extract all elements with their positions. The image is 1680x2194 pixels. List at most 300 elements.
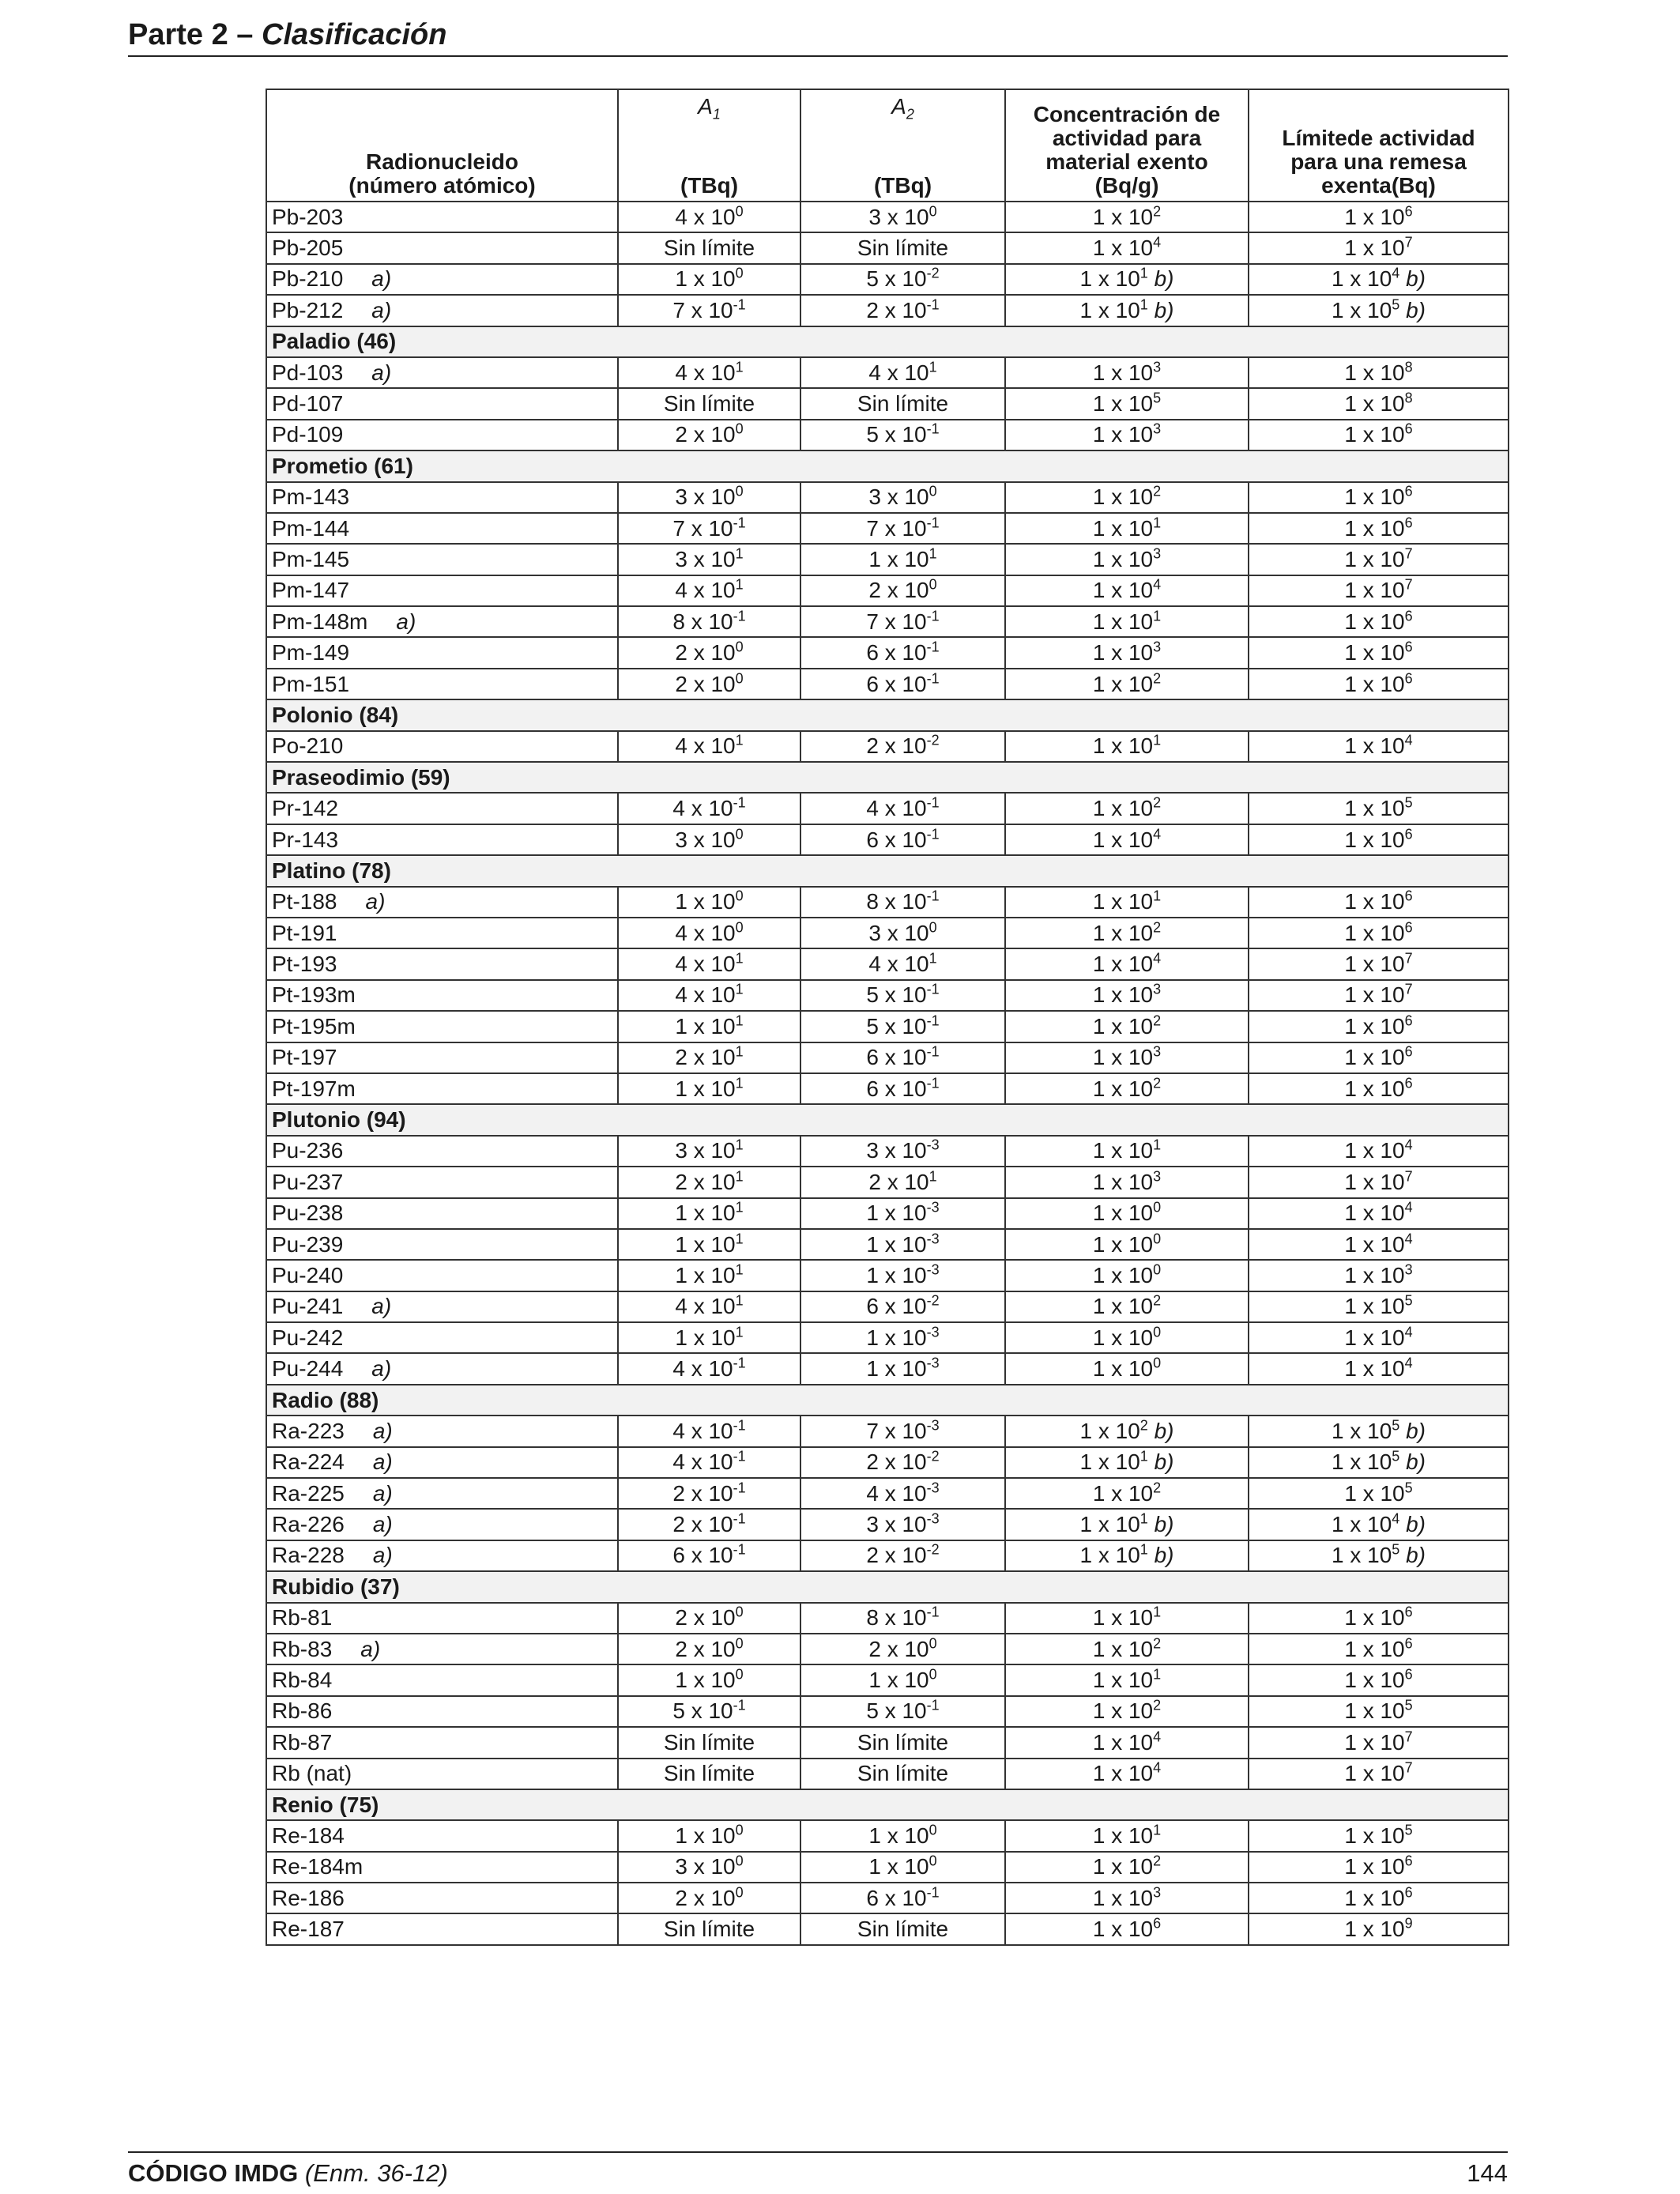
- limit-cell: 1 x $10^6$: [1249, 513, 1509, 544]
- nuclide-cell: Ra-228 a): [266, 1540, 618, 1571]
- a2-cell: 3 x $10^0$: [800, 202, 1005, 232]
- a2-cell: 3 x $10^{-3}$: [800, 1509, 1005, 1540]
- a2-cell: 7 x $10^{-1}$: [800, 606, 1005, 637]
- footnote-ref: b): [1406, 1543, 1426, 1568]
- nuclide-cell: Ra-224 a): [266, 1447, 618, 1478]
- a2-cell: 1 x $10^{-3}$: [800, 1260, 1005, 1291]
- footnote-ref: a): [372, 1418, 393, 1443]
- limit-cell: 1 x $10^5$ b): [1249, 1447, 1509, 1478]
- nuclide-cell: Pu-238: [266, 1198, 618, 1229]
- a2-cell: 5 x $10^{-1}$: [800, 1696, 1005, 1727]
- concentration-cell: 1 x $10^2$: [1005, 669, 1249, 699]
- limit-cell: 1 x $10^6$: [1249, 482, 1509, 513]
- table-row: [266, 1509, 1509, 1540]
- a2-cell: 1 x $10^{-3}$: [800, 1229, 1005, 1260]
- a1-cell: 4 x $10^0$: [618, 202, 800, 232]
- page-footer: [128, 2151, 1508, 2189]
- a2-cell: Sin límite: [800, 232, 1005, 263]
- table-row: [266, 575, 1509, 606]
- a1-cell: 1 x $10^0$: [618, 887, 800, 918]
- a1-cell: 3 x $10^0$: [618, 824, 800, 855]
- concentration-cell: 1 x $10^2$: [1005, 1291, 1249, 1322]
- element-group-label: Radio (88): [266, 1385, 1509, 1416]
- a2-cell: 6 x $10^{-1}$: [800, 824, 1005, 855]
- concentration-cell: 1 x $10^1$: [1005, 887, 1249, 918]
- nuclide-cell: Pm-147: [266, 575, 618, 606]
- footnote-ref: b): [1154, 266, 1174, 292]
- table-row: [266, 1634, 1509, 1664]
- a2-cell: 3 x $10^0$: [800, 482, 1005, 513]
- a1-cell: 3 x $10^0$: [618, 1852, 800, 1883]
- table-row: [266, 1260, 1509, 1291]
- nuclide-cell: Pu-241 a): [266, 1291, 618, 1322]
- footer-doc-title: CÓDIGO IMDG: [128, 2159, 299, 2187]
- footnote-ref: a): [365, 889, 386, 914]
- table-row: [266, 202, 1509, 232]
- nuclide-cell: Re-186: [266, 1883, 618, 1913]
- element-group-row: [266, 699, 1509, 730]
- concentration-cell: 1 x $10^3$: [1005, 357, 1249, 388]
- a1-cell: 4 x $10^1$: [618, 575, 800, 606]
- a2-cell: 4 x $10^{-1}$: [800, 793, 1005, 824]
- col-header-a2: $A_2$ (TBq): [800, 89, 1005, 202]
- a2-cell: 6 x $10^{-1}$: [800, 1042, 1005, 1073]
- table-row: [266, 1011, 1509, 1042]
- element-group-row: [266, 1385, 1509, 1416]
- a2-cell: 4 x $10^{-3}$: [800, 1478, 1005, 1509]
- concentration-cell: 1 x $10^4$: [1005, 1727, 1249, 1758]
- footnote-ref: a): [371, 297, 392, 322]
- table-row: [266, 1603, 1509, 1634]
- table-row: [266, 669, 1509, 699]
- a2-cell: 6 x $10^{-1}$: [800, 669, 1005, 699]
- a2-cell: 1 x $10^{-3}$: [800, 1353, 1005, 1384]
- footnote-ref: b): [1406, 1449, 1426, 1475]
- table-row: [266, 388, 1509, 419]
- nuclide-cell: Pu-244 a): [266, 1353, 618, 1384]
- header-section: Clasificación: [262, 18, 447, 51]
- nuclide-cell: Pt-188 a): [266, 887, 618, 918]
- nuclide-cell: Rb-83 a): [266, 1634, 618, 1664]
- nuclide-cell: Pm-143: [266, 482, 618, 513]
- limit-cell: 1 x $10^4$: [1249, 1198, 1509, 1229]
- footnote-ref: a): [371, 1356, 392, 1382]
- table-row: [266, 1291, 1509, 1322]
- concentration-cell: 1 x $10^2$: [1005, 1073, 1249, 1104]
- nuclide-cell: Pt-193m: [266, 980, 618, 1011]
- page-header: [128, 14, 1508, 57]
- table-row: [266, 1229, 1509, 1260]
- table-row: [266, 824, 1509, 855]
- limit-cell: 1 x $10^7$: [1249, 1727, 1509, 1758]
- a1-cell: 8 x $10^{-1}$: [618, 606, 800, 637]
- a1-cell: Sin límite: [618, 388, 800, 419]
- table-row: [266, 482, 1509, 513]
- table-row: [266, 1322, 1509, 1353]
- concentration-cell: 1 x $10^1$ b): [1005, 1540, 1249, 1571]
- a2-cell: 6 x $10^{-2}$: [800, 1291, 1005, 1322]
- a2-cell: 2 x $10^{-2}$: [800, 1540, 1005, 1571]
- table-row: [266, 948, 1509, 979]
- limit-cell: 1 x $10^7$: [1249, 232, 1509, 263]
- table-row: [266, 513, 1509, 544]
- limit-cell: 1 x $10^6$: [1249, 420, 1509, 450]
- page-number: 144: [1467, 2159, 1508, 2187]
- footnote-ref: a): [396, 609, 416, 634]
- a1-cell: 2 x $10^1$: [618, 1042, 800, 1073]
- a1-cell: 4 x $10^{-1}$: [618, 1447, 800, 1478]
- nuclide-cell: Pt-191: [266, 918, 618, 948]
- concentration-cell: 1 x $10^2$: [1005, 1478, 1249, 1509]
- nuclide-cell: Pd-109: [266, 420, 618, 450]
- element-group-row: [266, 1571, 1509, 1602]
- limit-cell: 1 x $10^6$: [1249, 1883, 1509, 1913]
- nuclide-cell: Pu-242: [266, 1322, 618, 1353]
- concentration-cell: 1 x $10^1$: [1005, 606, 1249, 637]
- a1-cell: 3 x $10^1$: [618, 544, 800, 575]
- col-header-activity-limit: Límitede actividad para una remesa exenta(Bq): [1249, 89, 1509, 202]
- nuclide-cell: Pm-148m a): [266, 606, 618, 637]
- a1-cell: 1 x $10^1$: [618, 1260, 800, 1291]
- limit-cell: 1 x $10^6$: [1249, 1042, 1509, 1073]
- a1-cell: 2 x $10^0$: [618, 1634, 800, 1664]
- header-part: Parte 2 –: [128, 18, 254, 51]
- table-row: [266, 606, 1509, 637]
- limit-cell: 1 x $10^7$: [1249, 948, 1509, 979]
- limit-cell: 1 x $10^6$: [1249, 202, 1509, 232]
- a2-cell: 4 x $10^1$: [800, 948, 1005, 979]
- a1-cell: 4 x $10^1$: [618, 357, 800, 388]
- footer-edition: (Enm. 36-12): [304, 2159, 448, 2187]
- a1-cell: 1 x $10^1$: [618, 1073, 800, 1104]
- a1-cell: 3 x $10^0$: [618, 482, 800, 513]
- footnote-ref: b): [1154, 297, 1174, 322]
- nuclide-cell: Ra-226 a): [266, 1509, 618, 1540]
- a1-cell: 2 x $10^0$: [618, 420, 800, 450]
- nuclide-cell: Pb-203: [266, 202, 618, 232]
- a1-cell: 1 x $10^1$: [618, 1322, 800, 1353]
- table-row: [266, 637, 1509, 668]
- table-row: [266, 980, 1509, 1011]
- a2-cell: 1 x $10^{-3}$: [800, 1198, 1005, 1229]
- table-row: [266, 232, 1509, 263]
- a1-cell: 1 x $10^1$: [618, 1011, 800, 1042]
- concentration-cell: 1 x $10^3$: [1005, 637, 1249, 668]
- table-row: [266, 1696, 1509, 1727]
- table-row: [266, 1447, 1509, 1478]
- footnote-ref: a): [372, 1512, 393, 1537]
- a1-cell: 4 x $10^1$: [618, 980, 800, 1011]
- nuclide-cell: Pm-151: [266, 669, 618, 699]
- limit-cell: 1 x $10^8$: [1249, 388, 1509, 419]
- nuclide-cell: Pb-205: [266, 232, 618, 263]
- limit-cell: 1 x $10^6$: [1249, 1603, 1509, 1634]
- concentration-cell: 1 x $10^0$: [1005, 1353, 1249, 1384]
- a1-cell: 4 x $10^1$: [618, 948, 800, 979]
- table-row: [266, 420, 1509, 450]
- concentration-cell: 1 x $10^1$ b): [1005, 1447, 1249, 1478]
- concentration-cell: 1 x $10^2$: [1005, 1852, 1249, 1883]
- table-row: [266, 1540, 1509, 1571]
- footnote-ref: a): [371, 360, 392, 385]
- a2-cell: Sin límite: [800, 1759, 1005, 1789]
- footnote-ref: a): [372, 1480, 393, 1506]
- footnote-ref: a): [371, 1294, 392, 1319]
- limit-cell: 1 x $10^6$: [1249, 637, 1509, 668]
- element-group-label: Renio (75): [266, 1789, 1509, 1820]
- concentration-cell: 1 x $10^2$ b): [1005, 1416, 1249, 1446]
- a2-cell: 7 x $10^{-3}$: [800, 1416, 1005, 1446]
- limit-cell: 1 x $10^5$: [1249, 1820, 1509, 1851]
- a1-cell: 2 x $10^0$: [618, 637, 800, 668]
- concentration-cell: 1 x $10^3$: [1005, 1883, 1249, 1913]
- limit-cell: 1 x $10^6$: [1249, 669, 1509, 699]
- table-row: [266, 1852, 1509, 1883]
- concentration-cell: 1 x $10^1$ b): [1005, 1509, 1249, 1540]
- concentration-cell: 1 x $10^4$: [1005, 575, 1249, 606]
- a1-cell: 1 x $10^1$: [618, 1229, 800, 1260]
- a1-cell: 2 x $10^0$: [618, 669, 800, 699]
- table-row: [266, 1759, 1509, 1789]
- table-row: [266, 544, 1509, 575]
- a1-cell: Sin límite: [618, 1759, 800, 1789]
- table-row: [266, 1913, 1509, 1944]
- concentration-cell: 1 x $10^1$: [1005, 1603, 1249, 1634]
- table-header: [266, 89, 1509, 202]
- limit-cell: 1 x $10^6$: [1249, 824, 1509, 855]
- a2-cell: 5 x $10^{-1}$: [800, 1011, 1005, 1042]
- a2-cell: 2 x $10^0$: [800, 575, 1005, 606]
- concentration-cell: 1 x $10^3$: [1005, 544, 1249, 575]
- nuclide-cell: Pu-237: [266, 1167, 618, 1197]
- a1-cell: 4 x $10^0$: [618, 918, 800, 948]
- concentration-cell: 1 x $10^1$: [1005, 513, 1249, 544]
- a1-cell: Sin límite: [618, 1727, 800, 1758]
- col-header-a1: $A_1$ (TBq): [618, 89, 800, 202]
- a2-cell: Sin límite: [800, 1727, 1005, 1758]
- nuclide-cell: Pu-239: [266, 1229, 618, 1260]
- limit-cell: 1 x $10^6$: [1249, 1634, 1509, 1664]
- footnote-ref: b): [1406, 1418, 1426, 1443]
- a2-cell: 1 x $10^{-3}$: [800, 1322, 1005, 1353]
- limit-cell: 1 x $10^6$: [1249, 1073, 1509, 1104]
- a2-cell: 6 x $10^{-1}$: [800, 1073, 1005, 1104]
- nuclide-cell: Pd-107: [266, 388, 618, 419]
- limit-cell: 1 x $10^5$: [1249, 1696, 1509, 1727]
- a1-cell: 7 x $10^{-1}$: [618, 513, 800, 544]
- table-row: [266, 1883, 1509, 1913]
- concentration-cell: 1 x $10^0$: [1005, 1260, 1249, 1291]
- limit-cell: 1 x $10^7$: [1249, 544, 1509, 575]
- table-row: [266, 1136, 1509, 1167]
- a2-cell: 6 x $10^{-1}$: [800, 1883, 1005, 1913]
- a1-cell: 2 x $10^{-1}$: [618, 1478, 800, 1509]
- a2-cell: 6 x $10^{-1}$: [800, 637, 1005, 668]
- nuclide-cell: Pm-145: [266, 544, 618, 575]
- a2-cell: 8 x $10^{-1}$: [800, 1603, 1005, 1634]
- limit-cell: 1 x $10^6$: [1249, 1852, 1509, 1883]
- element-group-row: [266, 450, 1509, 481]
- footnote-ref: a): [360, 1636, 381, 1661]
- a1-cell: 4 x $10^{-1}$: [618, 1353, 800, 1384]
- element-group-row: [266, 326, 1509, 357]
- concentration-cell: 1 x $10^1$ b): [1005, 264, 1249, 295]
- limit-cell: 1 x $10^5$ b): [1249, 1416, 1509, 1446]
- nuclide-cell: Rb-86: [266, 1696, 618, 1727]
- element-group-label: Plutonio (94): [266, 1104, 1509, 1135]
- table-row: [266, 1042, 1509, 1073]
- limit-cell: 1 x $10^5$ b): [1249, 295, 1509, 326]
- concentration-cell: 1 x $10^0$: [1005, 1229, 1249, 1260]
- a1-cell: 4 x $10^{-1}$: [618, 1416, 800, 1446]
- footnote-ref: a): [371, 266, 392, 292]
- a1-cell: 2 x $10^0$: [618, 1883, 800, 1913]
- a1-cell: 4 x $10^{-1}$: [618, 793, 800, 824]
- concentration-cell: 1 x $10^1$ b): [1005, 295, 1249, 326]
- element-group-row: [266, 855, 1509, 886]
- a1-cell: Sin límite: [618, 232, 800, 263]
- a1-cell: 2 x $10^{-1}$: [618, 1509, 800, 1540]
- concentration-cell: 1 x $10^4$: [1005, 1759, 1249, 1789]
- a1-cell: 6 x $10^{-1}$: [618, 1540, 800, 1571]
- nuclide-cell: Pb-212 a): [266, 295, 618, 326]
- concentration-cell: 1 x $10^2$: [1005, 202, 1249, 232]
- concentration-cell: 1 x $10^6$: [1005, 1913, 1249, 1944]
- table-row: [266, 357, 1509, 388]
- nuclide-cell: Pu-240: [266, 1260, 618, 1291]
- limit-cell: 1 x $10^6$: [1249, 887, 1509, 918]
- nuclide-cell: Rb-84: [266, 1664, 618, 1695]
- nuclide-cell: Rb-87: [266, 1727, 618, 1758]
- footnote-ref: b): [1406, 297, 1426, 322]
- element-group-label: Platino (78): [266, 855, 1509, 886]
- table-row: [266, 1664, 1509, 1695]
- concentration-cell: 1 x $10^2$: [1005, 1011, 1249, 1042]
- concentration-cell: 1 x $10^4$: [1005, 824, 1249, 855]
- col-header-nuclide: Radionucleido (número atómico): [266, 89, 618, 202]
- a2-cell: 1 x $10^1$: [800, 544, 1005, 575]
- a1-cell: 1 x $10^0$: [618, 264, 800, 295]
- a2-cell: 5 x $10^{-1}$: [800, 420, 1005, 450]
- a1-cell: 5 x $10^{-1}$: [618, 1696, 800, 1727]
- a1-cell: 1 x $10^1$: [618, 1198, 800, 1229]
- concentration-cell: 1 x $10^3$: [1005, 420, 1249, 450]
- a1-cell: 4 x $10^1$: [618, 1291, 800, 1322]
- concentration-cell: 1 x $10^1$: [1005, 1820, 1249, 1851]
- limit-cell: 1 x $10^4$: [1249, 1353, 1509, 1384]
- concentration-cell: 1 x $10^1$: [1005, 731, 1249, 762]
- footnote-ref: b): [1154, 1449, 1174, 1475]
- limit-cell: 1 x $10^9$: [1249, 1913, 1509, 1944]
- nuclide-cell: Re-184: [266, 1820, 618, 1851]
- nuclide-cell: Re-187: [266, 1913, 618, 1944]
- a2-cell: 7 x $10^{-1}$: [800, 513, 1005, 544]
- limit-cell: 1 x $10^4$: [1249, 731, 1509, 762]
- a2-cell: Sin límite: [800, 388, 1005, 419]
- concentration-cell: 1 x $10^1$: [1005, 1664, 1249, 1695]
- limit-cell: 1 x $10^7$: [1249, 575, 1509, 606]
- concentration-cell: 1 x $10^1$: [1005, 1136, 1249, 1167]
- a1-cell: 1 x $10^0$: [618, 1820, 800, 1851]
- concentration-cell: 1 x $10^2$: [1005, 793, 1249, 824]
- limit-cell: 1 x $10^4$ b): [1249, 1509, 1509, 1540]
- concentration-cell: 1 x $10^4$: [1005, 948, 1249, 979]
- concentration-cell: 1 x $10^2$: [1005, 1696, 1249, 1727]
- footnote-ref: b): [1154, 1543, 1174, 1568]
- element-group-label: Paladio (46): [266, 326, 1509, 357]
- element-group-label: Rubidio (37): [266, 1571, 1509, 1602]
- a1-cell: 3 x $10^1$: [618, 1136, 800, 1167]
- limit-cell: 1 x $10^7$: [1249, 1167, 1509, 1197]
- a1-cell: 1 x $10^0$: [618, 1664, 800, 1695]
- a2-cell: 1 x $10^0$: [800, 1852, 1005, 1883]
- table-row: [266, 793, 1509, 824]
- limit-cell: 1 x $10^4$: [1249, 1136, 1509, 1167]
- a2-cell: 4 x $10^1$: [800, 357, 1005, 388]
- limit-cell: 1 x $10^7$: [1249, 1759, 1509, 1789]
- limit-cell: 1 x $10^4$ b): [1249, 264, 1509, 295]
- nuclide-cell: Pb-210 a): [266, 264, 618, 295]
- nuclide-cell: Pm-144: [266, 513, 618, 544]
- radionuclide-table: [266, 89, 1509, 1946]
- a2-cell: 1 x $10^0$: [800, 1664, 1005, 1695]
- nuclide-cell: Rb (nat): [266, 1759, 618, 1789]
- a2-cell: Sin límite: [800, 1913, 1005, 1944]
- table-row: [266, 1073, 1509, 1104]
- table-body: [266, 202, 1509, 1945]
- limit-cell: 1 x $10^6$: [1249, 1011, 1509, 1042]
- concentration-cell: 1 x $10^3$: [1005, 1042, 1249, 1073]
- limit-cell: 1 x $10^5$: [1249, 793, 1509, 824]
- concentration-cell: 1 x $10^2$: [1005, 1634, 1249, 1664]
- footnote-ref: a): [372, 1449, 393, 1475]
- concentration-cell: 1 x $10^2$: [1005, 918, 1249, 948]
- concentration-cell: 1 x $10^3$: [1005, 980, 1249, 1011]
- element-group-label: Praseodimio (59): [266, 762, 1509, 793]
- nuclide-cell: Pt-195m: [266, 1011, 618, 1042]
- nuclide-cell: Pt-193: [266, 948, 618, 979]
- concentration-cell: 1 x $10^4$: [1005, 232, 1249, 263]
- footnote-ref: b): [1406, 266, 1426, 292]
- a1-cell: Sin límite: [618, 1913, 800, 1944]
- table-row: [266, 1198, 1509, 1229]
- concentration-cell: 1 x $10^5$: [1005, 388, 1249, 419]
- limit-cell: 1 x $10^6$: [1249, 1664, 1509, 1695]
- nuclide-cell: Rb-81: [266, 1603, 618, 1634]
- limit-cell: 1 x $10^5$: [1249, 1478, 1509, 1509]
- element-group-label: Polonio (84): [266, 699, 1509, 730]
- concentration-cell: 1 x $10^2$: [1005, 482, 1249, 513]
- concentration-cell: 1 x $10^3$: [1005, 1167, 1249, 1197]
- limit-cell: 1 x $10^7$: [1249, 980, 1509, 1011]
- concentration-cell: 1 x $10^0$: [1005, 1322, 1249, 1353]
- limit-cell: 1 x $10^3$: [1249, 1260, 1509, 1291]
- table-row: [266, 887, 1509, 918]
- element-group-row: [266, 1104, 1509, 1135]
- limit-cell: 1 x $10^6$: [1249, 606, 1509, 637]
- a2-cell: 2 x $10^{-2}$: [800, 731, 1005, 762]
- nuclide-cell: Pt-197m: [266, 1073, 618, 1104]
- table-row: [266, 295, 1509, 326]
- a2-cell: 3 x $10^0$: [800, 918, 1005, 948]
- nuclide-cell: Pt-197: [266, 1042, 618, 1073]
- limit-cell: 1 x $10^6$: [1249, 918, 1509, 948]
- a2-cell: 8 x $10^{-1}$: [800, 887, 1005, 918]
- col-header-concentration: Concentración de actividad para material exento (Bq/g): [1005, 89, 1249, 202]
- nuclide-cell: Pr-142: [266, 793, 618, 824]
- table-row: [266, 1820, 1509, 1851]
- table-row: [266, 731, 1509, 762]
